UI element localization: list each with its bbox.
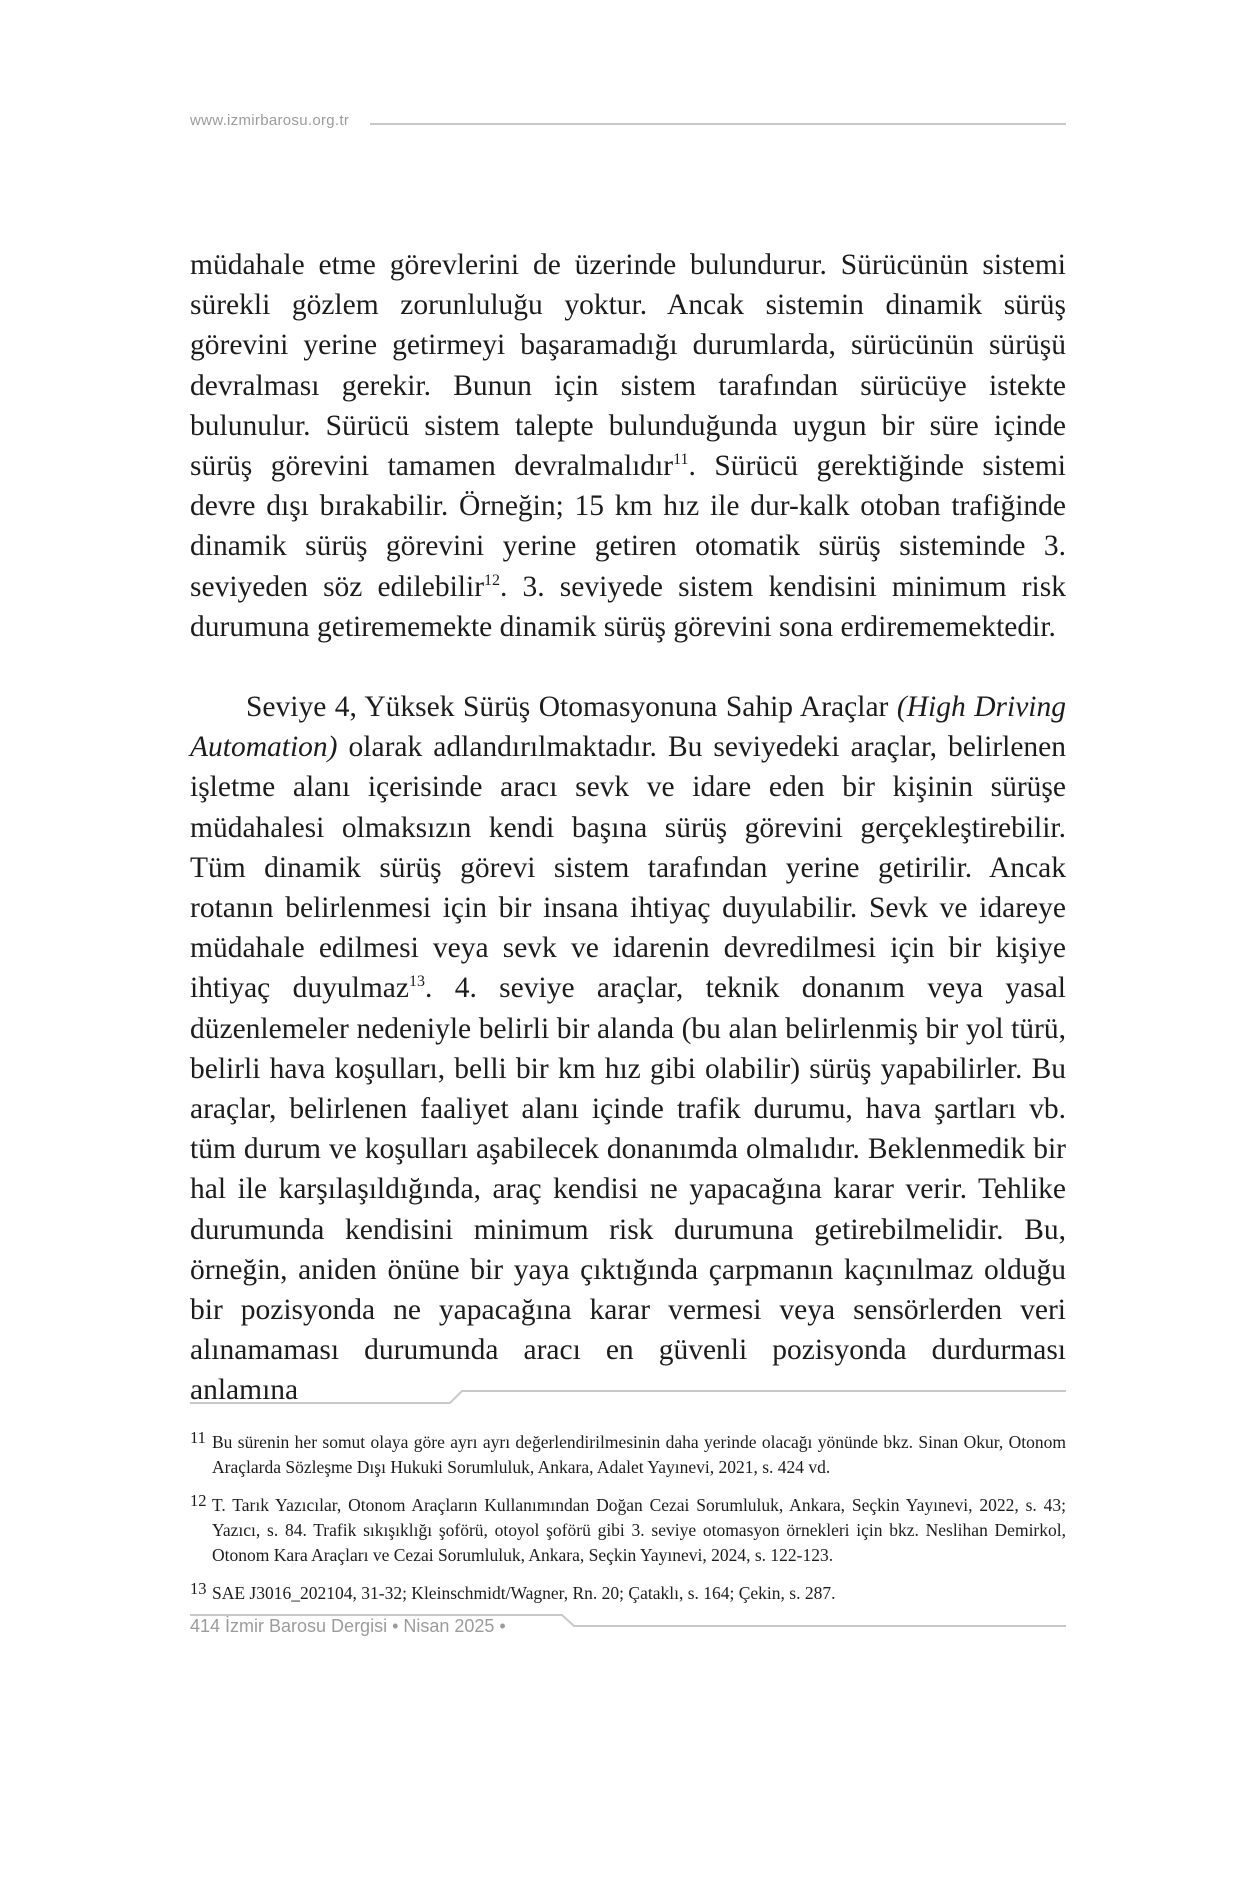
footnote-ref-12[interactable]: 12 xyxy=(484,571,501,589)
italic-term: (High Driving Automation) xyxy=(190,691,1066,764)
header-url[interactable]: www.izmirbarosu.org.tr xyxy=(190,112,350,129)
page-footer xyxy=(190,1614,1066,1640)
footnote-number: 12 xyxy=(190,1491,207,1510)
footnote-13 xyxy=(190,1581,1066,1606)
footnote-text: T. Tarık Yazıcılar, Otonom Araçların Kullanımından Doğan Cezai Sorumluluk, Ankara, Seçkin Yayınevi, 2022, s. 43; Yazıcı, s. 84. Trafik sıkışıklığı şoförü, otoyol şoförü gibi 3. seviye otomasyon örnekleri için bkz. Neslihan Demirkol, Otonom Kara Araçları ve Cezai Sorumluluk, Ankara, Seçkin Yayınevi, 2024, s. 122-123. xyxy=(212,1495,1066,1565)
paragraph-text: . 3. seviyede sistem kendisini minimum risk durumuna getirememekte dinamik sürüş görevini sona erdirememektedir. xyxy=(190,570,1066,643)
footnotes xyxy=(190,1430,1066,1619)
footer-page-info: 414 İzmir Barosu Dergisi • Nisan 2025 • xyxy=(190,1616,506,1636)
footnote-number: 13 xyxy=(190,1579,207,1598)
footnote-12 xyxy=(190,1493,1066,1568)
paragraph-text: Seviye 4, Yüksek Sürüş Otomasyonuna Sahip Araçlar xyxy=(246,691,897,724)
paragraph-level-4 xyxy=(190,687,1066,1411)
footnote-ref-11[interactable]: 11 xyxy=(673,451,689,469)
footnote-11 xyxy=(190,1430,1066,1480)
paragraph-level-3 xyxy=(190,245,1066,647)
page-header xyxy=(190,112,1066,138)
footnote-ref-13[interactable]: 13 xyxy=(408,973,425,991)
header-rule xyxy=(370,123,1066,125)
main-text xyxy=(190,245,1066,1411)
paragraph-text: olarak adlandırılmaktadır. Bu seviyedeki araçlar, belirlenen işletme alanı içerisinde aracı sevk ve idare eden bir kişinin sürüşe müdahalesi olmaksızın kendi başına sürüş görevini gerçekleştirebilir. Tüm dinamik sürüş görevi sistem tarafından yerine getirilir. Ancak rotanın belirlenmesi için bir insana ihtiyaç duyulabilir. Sevk ve idareye müdahale edilmesi veya sevk ve idarenin devredilmesi için bir kişiye ihtiyaç duyulmaz xyxy=(190,731,1066,1005)
paragraph-text: müdahale etme görevlerini de üzerinde bulundurur. Sürücünün sistemi sürekli gözlem zorunluluğu yoktur. Ancak sistemin dinamik sürüş görevini yerine getirmeyi başaramadığı durumlarda, sürücünün sürüşü devralması gerekir. Bunun için sistem tarafından sürücüye istekte bulunulur. Sürücü sistem talepte bulunduğunda uygun bir süre içinde sürüş görevini tamamen devralmalıdır xyxy=(190,249,1066,483)
paragraph-text: . 4. seviye araçlar, teknik donanım veya yasal düzenlemeler nedeniyle belirli bir alanda (bu alan belirlenmiş bir yol türü, belirli hava koşulları, belli bir km hız gibi olabilir) sürüş yapabilirler. Bu araçlar, belirlenen faaliyet alanı içinde trafik durumu, hava şartları vb. tüm durum ve koşulları aşabilecek donanımda olmalıdır. Beklenmedik bir hal ile karşılaşıldığında, araç kendisi ne yapacağına karar verir. Tehlike durumunda kendisini minimum risk durumuna getirebilmelidir. Bu, örneğin, aniden önüne bir yaya çıktığında çarpmanın kaçınılmaz olduğu bir pozisyonda ne yapacağına karar vermesi veya sensörlerden veri alınamaması durumunda aracı en güvenli pozisyonda durdurması anlamına xyxy=(190,972,1067,1407)
footnote-text: Bu sürenin her somut olaya göre ayrı ayrı değerlendirilmesinin daha yerinde olacağı yönünde bkz. Sinan Okur, Otonom Araçlarda Sözleşme Dışı Hukuki Sorumluluk, Ankara, Adalet Yayınevi, 2021, s. 424 vd. xyxy=(212,1432,1066,1477)
footnote-number: 11 xyxy=(190,1428,206,1447)
footnote-text: SAE J3016_202104, 31-32; Kleinschmidt/Wagner, Rn. 20; Çataklı, s. 164; Çekin, s. 287. xyxy=(212,1583,836,1603)
paragraph-text: . Sürücü gerektiğinde sistemi devre dışı bırakabilir. Örneğin; 15 km hız ile dur-kalk otoban trafiğinde dinamik sürüş görevini yerine getiren otomatik sürüş sisteminde 3. seviyeden söz edilebilir xyxy=(190,450,1067,603)
footnote-separator xyxy=(190,1390,1066,1404)
